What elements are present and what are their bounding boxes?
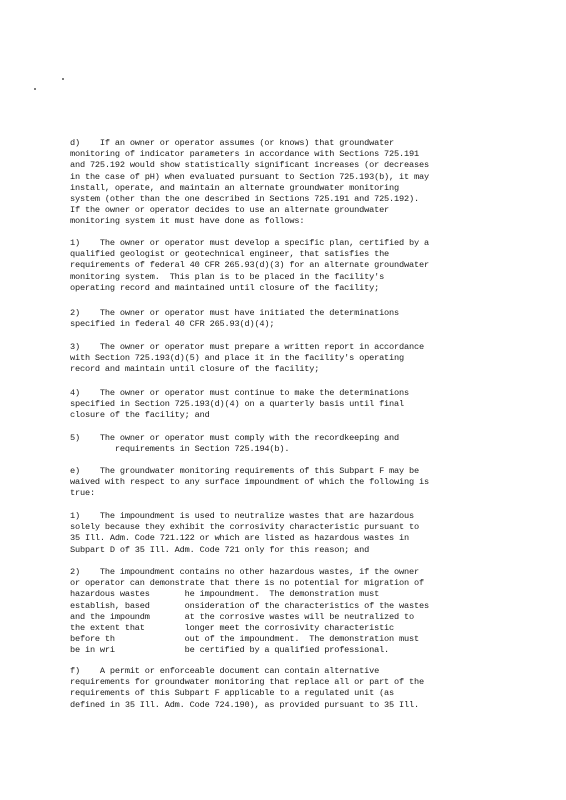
paragraph-d2: 2) The owner or operator must have initiated the determinations specified in federal 40 CFR 265.93(d)(4); — [70, 308, 400, 330]
paragraph-d4: 4) The owner or operator must continue to make the determinations specified in Section 725.193(d)(4) on a quarterly basis until final closure of the facility; and — [70, 388, 409, 421]
paragraph-d5: 5) The owner or operator must comply with the recordkeeping and requirements in Section 725.194(b). — [70, 433, 400, 455]
scan-speck — [34, 88, 36, 90]
paragraph-e2: 2) The impoundment contains no other hazardous wastes, if the owner or operator can demonstrate that there is no potential for migration of hazardous wastes he impoundment. The demonstration must establish, based onsideration of the characteristics of the wastes and the impoundm at the corrosive wastes will be neutralized to the extent that longer meet the corrosivity characteristic before th out of the impoundment. The demonstration must be in wri be certified by a qualified professional. — [70, 567, 429, 656]
paragraph-f: f) A permit or enforceable document can contain alternative requirements for groundwater monitoring that replace all or part of the requirements of this Subpart F applicable to a regulated unit (as defined in 35 Ill. Adm. Code 724.190), as provided pursuant to 35 Ill. — [70, 666, 424, 710]
paragraph-d: d) If an owner or operator assumes (or knows) that groundwater monitoring of indicator parameters in accordance with Sections 725.191 and 725.192 would show statistically significant increases (or decreases in the case of pH) when evaluated pursuant to Section 725.193(b), it may install, operate, and maintain an alternate groundwater monitoring system (other than the one described in Sections 725.191 and 725.192). If the owner or operator decides to use an alternate groundwater monitoring system it must have done as follows: — [70, 138, 429, 227]
paragraph-d3: 3) The owner or operator must prepare a written report in accordance with Section 725.193(d)(5) and place it in the facility's operating record and maintain until closure of the facility; — [70, 342, 424, 375]
scan-speck — [62, 78, 64, 80]
paragraph-d1: 1) The owner or operator must develop a specific plan, certified by a qualified geologist or geotechnical engineer, that satisfies the requirements of federal 40 CFR 265.93(d)(3) for an alternate groundwater monitoring system. This plan is to be placed in the facility's operating record and maintained until closure of the facility; — [70, 238, 429, 293]
paragraph-e1: 1) The impoundment is used to neutralize wastes that are hazardous solely because they exhibit the corrosivity characteristic pursuant to 35 Ill. Adm. Code 721.122 or which are listed as hazardous wastes in Subpart D of 35 Ill. Adm. Code 721 only for this reason; and — [70, 511, 419, 555]
paragraph-e: e) The groundwater monitoring requirements of this Subpart F may be waived with respect to any surface impoundment of which the following is true: — [70, 466, 429, 499]
